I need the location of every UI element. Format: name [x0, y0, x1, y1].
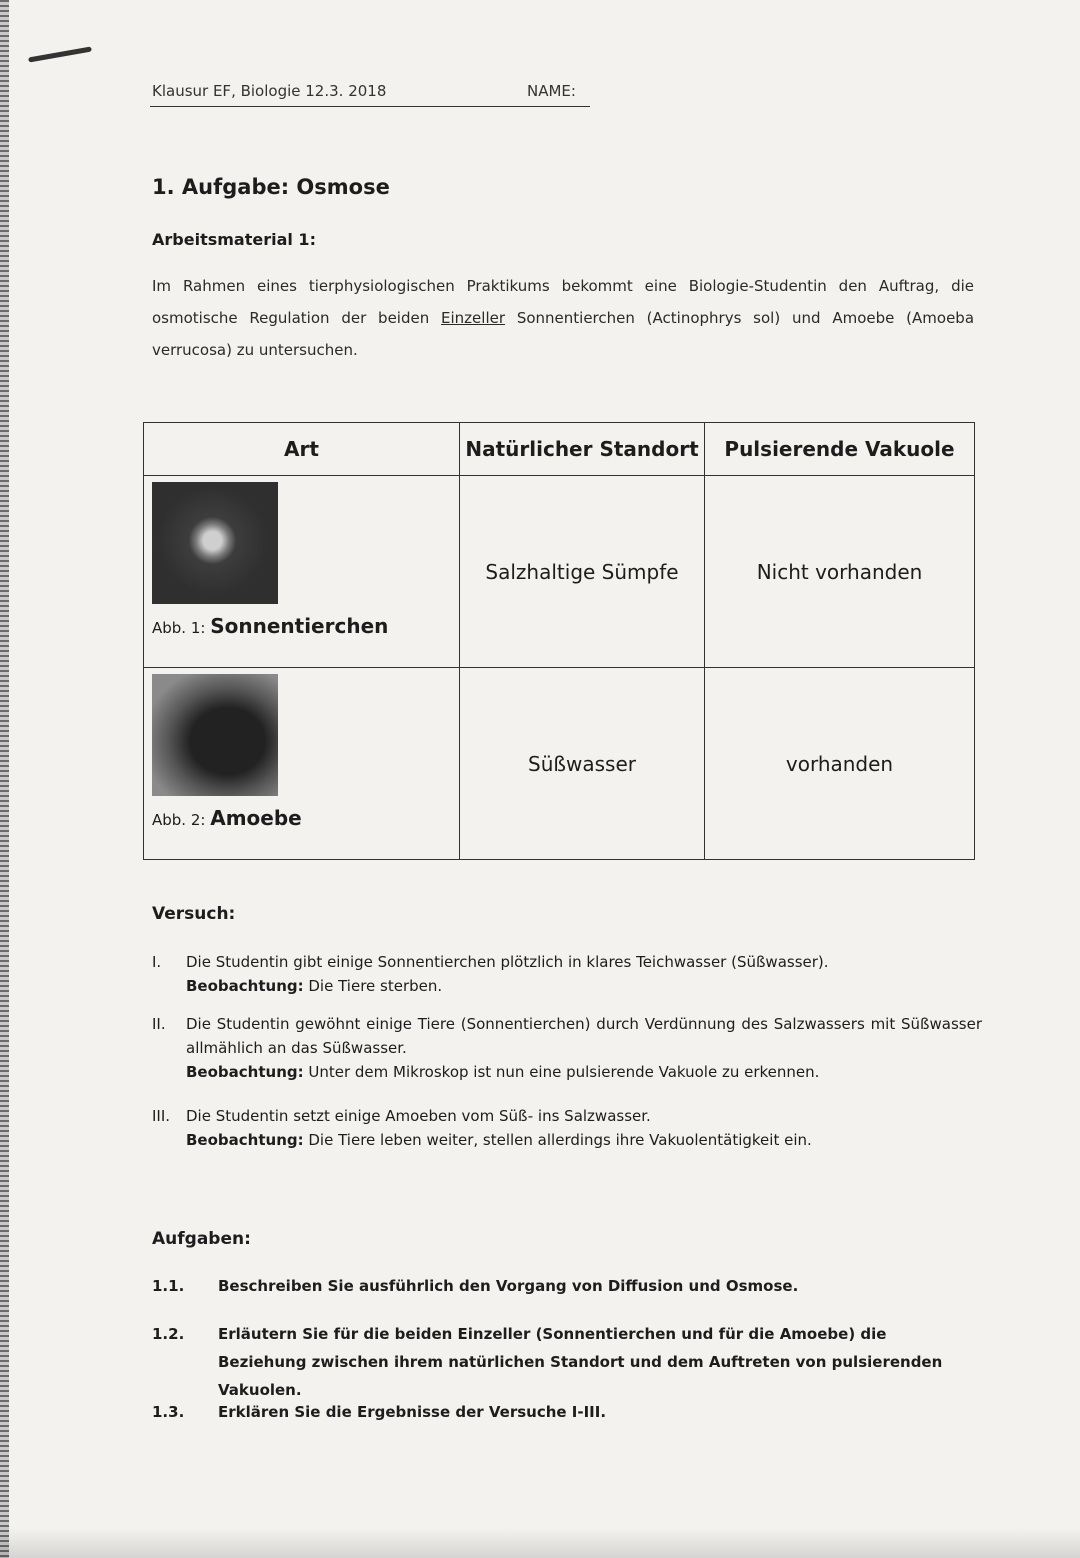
material-label: Arbeitsmaterial 1:: [152, 230, 316, 249]
header-standort: Natürlicher Standort: [460, 423, 705, 476]
intro-paragraph: [152, 270, 974, 366]
figure-caption: Abb. 2: Amoebe: [152, 806, 302, 830]
intro-text: Im Rahmen eines tierphysiologischen Praktikums bekommt eine Biologie-Studentin den Auftrag, die osmotische Regulation der beiden: [152, 277, 974, 327]
habitat-cell: Süßwasser: [460, 668, 705, 860]
sonnentierchen-micrograph: [152, 482, 278, 604]
experiment-item: II. Die Studentin gewöhnt einige Tiere (Sonnentierchen) durch Verdünnung des Salzwassers mit Süßwasser allmählich an das Süßwasser. Beobachtung: Unter dem Mikroskop ist nun eine pulsierende Vakuole zu erkennen.: [152, 1015, 982, 1081]
task-item: 1.1. Beschreiben Sie ausführlich den Vorgang von Diffusion und Osmose.: [152, 1277, 799, 1295]
species-cell: [144, 668, 460, 860]
vacuole-cell: Nicht vorhanden: [705, 476, 975, 668]
intro-underlined: Einzeller: [441, 309, 506, 327]
table-row: [144, 476, 975, 668]
experiment-item: III. Die Studentin setzt einige Amoeben vom Süß- ins Salzwasser. Beobachtung: Die Tiere leben weiter, stellen allerdings ihre Vakuolentätigkeit ein.: [152, 1107, 812, 1149]
table-row: [144, 668, 975, 860]
figure-caption: Abb. 1: Sonnentierchen: [152, 614, 389, 638]
intro-text-end: Sonnentierchen (Actinophrys sol) und Amoebe (Amoeba verrucosa) zu untersuchen.: [152, 309, 975, 359]
pen-mark: [28, 46, 92, 62]
species-cell: [144, 476, 460, 668]
name-label: NAME:: [527, 82, 576, 100]
species-table: [143, 422, 975, 860]
course-header: Klausur EF, Biologie 12.3. 2018: [152, 82, 387, 100]
experiment-item: I. Die Studentin gibt einige Sonnentierchen plötzlich in klares Teichwasser (Süßwasser). Beobachtung: Die Tiere sterben.: [152, 953, 829, 995]
task-item: 1.2. Erläutern Sie für die beiden Einzeller (Sonnentierchen und für die Amoebe) die Beziehung zwischen ihrem natürlichen Standort und dem Auftreten von pulsierenden Vakuolen.: [152, 1325, 943, 1399]
tasks-label: Aufgaben:: [152, 1229, 251, 1249]
header-underline: [150, 106, 590, 107]
task-title: 1. Aufgabe: Osmose: [152, 175, 390, 199]
task-item: 1.3. Erklären Sie die Ergebnisse der Versuche I-III.: [152, 1403, 607, 1421]
page-shadow: [0, 1528, 1080, 1558]
amoebe-micrograph: [152, 674, 278, 796]
binder-edge: [0, 0, 9, 1558]
vacuole-cell: vorhanden: [705, 668, 975, 860]
experiment-label: Versuch:: [152, 904, 236, 924]
header-vakuole: Pulsierende Vakuole: [705, 423, 975, 476]
table-header-row: [144, 423, 975, 476]
header-art: Art: [144, 423, 460, 476]
habitat-cell: Salzhaltige Sümpfe: [460, 476, 705, 668]
